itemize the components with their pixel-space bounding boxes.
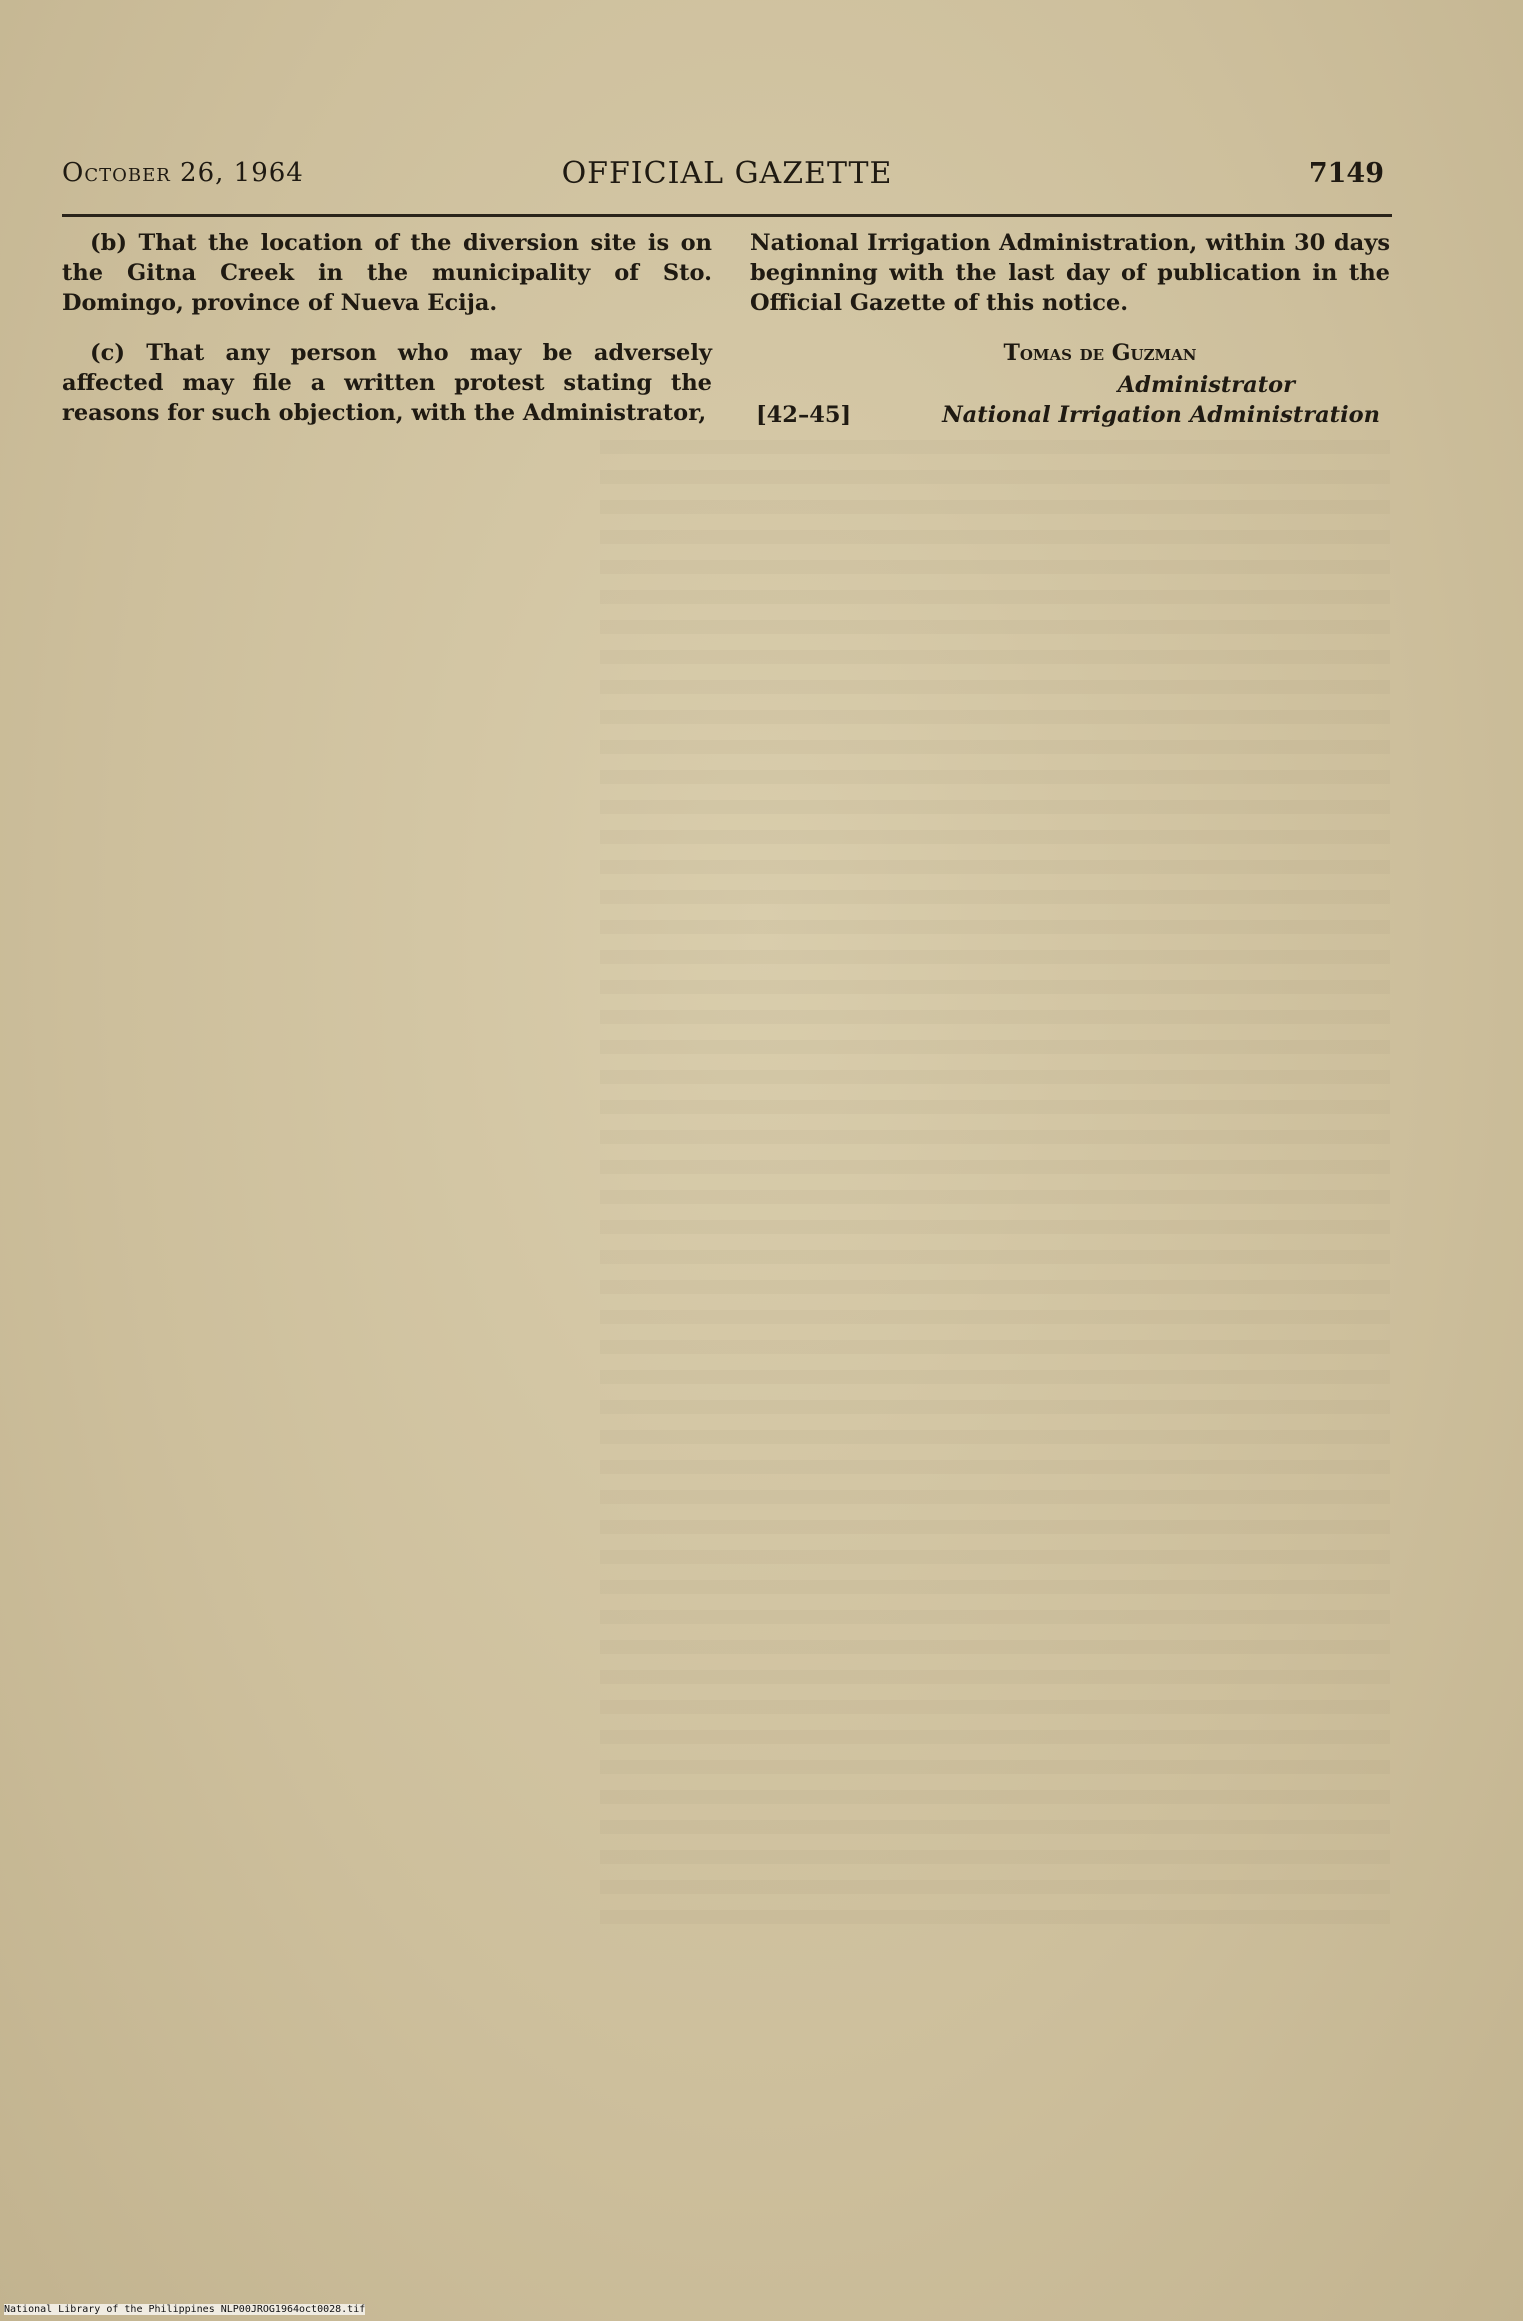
header-rule: [62, 214, 1392, 217]
signature-line: [750, 400, 1390, 432]
bleed-through-text: [600, 440, 1390, 1940]
page-header: [62, 156, 1392, 200]
header-publication: OFFICIAL GAZETTE: [561, 156, 893, 191]
paragraph-continuation: National Irrigation Administration, within 30 days beginning with the last day of publication in the Official Gazette of this notice.: [750, 230, 1390, 316]
paragraph-c: (c) That any person who may be adversely affected may file a written protest stating the reasons for such objection, with the Administrator,: [62, 340, 712, 426]
paragraph-b: (b) That the location of the diversion site is on the Gitna Creek in the municipality of Sto. Domingo, province of Nueva Ecija.: [62, 230, 712, 316]
scan-caption: National Library of the Philippines NLP00JROG1964oct0028.tif: [4, 2304, 366, 2315]
right-column: [750, 228, 1390, 432]
notice-reference: [42–45]: [756, 402, 852, 428]
signatory-name: Tomas de Guzman: [1003, 340, 1197, 366]
signatory-organization: National Irrigation Administration: [942, 402, 1380, 428]
header-date: October 26, 1964: [62, 158, 304, 188]
left-column: [62, 228, 712, 448]
header-page-number: 7149: [1308, 158, 1384, 189]
signatory-title: Administrator: [1117, 372, 1295, 398]
